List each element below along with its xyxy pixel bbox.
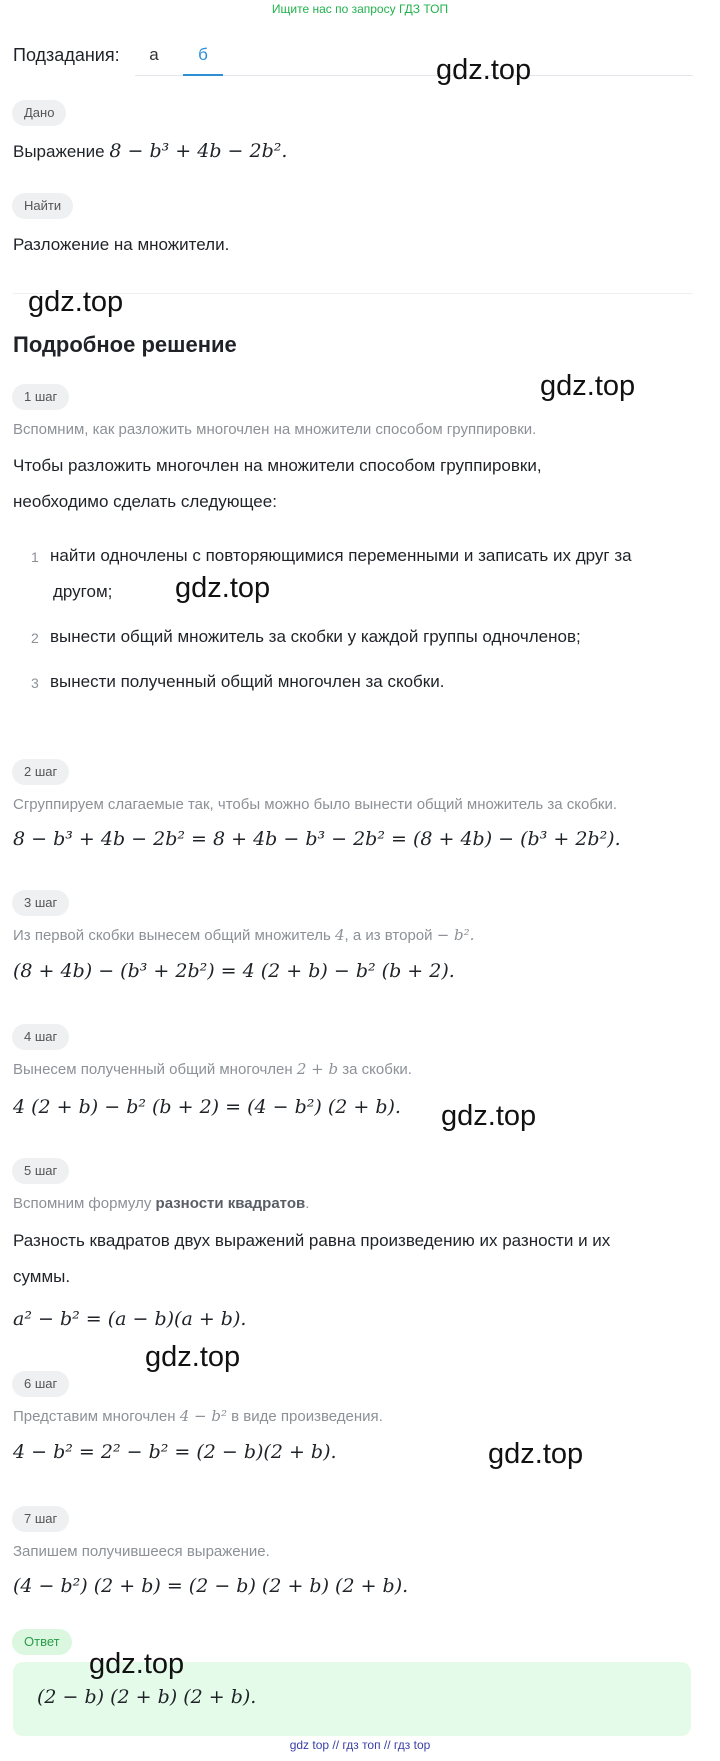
given-label: Выражение	[13, 142, 105, 161]
step-1-chip: 1 шаг	[12, 384, 69, 410]
step-5-chip: 5 шаг	[12, 1158, 69, 1184]
step-5-line2: суммы.	[13, 1267, 71, 1286]
given-chip: Дано	[12, 100, 66, 126]
step-3-note	[13, 926, 474, 944]
list-item-1-line2: другом;	[53, 582, 113, 601]
step-3-math: (8 + 4b) − (b³ + 2b²) = 4 (2 + b) − b² (b + 2).	[13, 960, 455, 982]
step-6-math: 4 − b² = 2² − b² = (2 − b)(2 + b).	[13, 1441, 337, 1463]
step-1-line1: Чтобы разложить многочлен на множители способом группировки,	[13, 456, 542, 475]
find-text: Разложение на множители.	[13, 235, 230, 254]
list-item-3-number: 3	[31, 675, 39, 691]
solution-title: Подробное решение	[13, 332, 237, 357]
tab-b[interactable]	[183, 45, 223, 65]
watermark: gdz.top	[28, 286, 124, 318]
tab-b-label: б	[198, 45, 208, 64]
given-expression: 8 − b³ + 4b − 2b².	[109, 140, 288, 162]
step-3-note-b: , а из второй	[344, 927, 433, 944]
search-banner: Ищите нас по запросу ГДЗ ТОП	[271, 2, 449, 16]
list-item-2-number: 2	[31, 630, 39, 646]
tab-a[interactable]: а	[149, 45, 159, 64]
step-3-note-a: Из первой скобки вынесем общий множитель	[13, 927, 331, 944]
step-1-note: Вспомним, как разложить многочлен на множители способом группировки.	[13, 421, 537, 438]
watermark: gdz.top	[488, 1438, 584, 1470]
step-4-note-math: 2 + b	[296, 1060, 339, 1078]
step-4-chip: 4 шаг	[12, 1024, 69, 1050]
subtasks-bar	[13, 40, 693, 76]
watermark: gdz.top	[89, 1648, 185, 1680]
step-6-note-b: в виде произведения.	[231, 1408, 383, 1425]
watermark: gdz.top	[441, 1100, 537, 1132]
step-2-chip: 2 шаг	[12, 759, 69, 785]
step-2-note: Сгруппируем слагаемые так, чтобы можно было вынести общий множитель за скобки.	[13, 796, 618, 813]
step-7-chip: 7 шаг	[12, 1506, 69, 1532]
subtasks-label: Подзадания:	[13, 45, 120, 65]
step-5-note-bold: разности квадратов	[155, 1195, 306, 1212]
watermark: gdz.top	[436, 54, 532, 86]
step-7-note: Запишем получившееся выражение.	[13, 1543, 270, 1560]
step-4-math: 4 (2 + b) − b² (b + 2) = (4 − b²) (2 + b).	[13, 1096, 401, 1118]
answer-chip: Ответ	[12, 1629, 72, 1655]
step-5-note-b: .	[305, 1195, 310, 1212]
step-4-note-a: Вынесем полученный общий многочлен	[13, 1061, 293, 1078]
step-5-note-a: Вспомним формулу	[13, 1195, 152, 1212]
step-5-note	[13, 1195, 309, 1212]
step-6-note-a: Представим многочлен	[13, 1408, 176, 1425]
watermark: gdz.top	[540, 370, 636, 402]
find-chip: Найти	[12, 193, 73, 219]
step-6-note-math: 4 − b²	[179, 1407, 227, 1425]
step-4-note	[13, 1060, 412, 1078]
step-3-chip: 3 шаг	[12, 890, 69, 916]
step-3-note-math-1: 4	[334, 926, 345, 944]
list-item-3-line1: вынести полученный общий многочлен за скобки.	[50, 672, 445, 691]
list-item-2-line1: вынести общий множитель за скобки у каждой группы одночленов;	[50, 627, 581, 646]
watermark: gdz.top	[145, 1341, 241, 1373]
step-4-note-b: за скобки.	[342, 1061, 412, 1078]
step-2-math: 8 − b³ + 4b − 2b² = 8 + 4b − b³ − 2b² = (8 + 4b) − (b³ + 2b²).	[13, 828, 621, 850]
step-6-note	[13, 1407, 383, 1425]
step-3-note-math-2: − b².	[436, 926, 475, 944]
step-5-line1: Разность квадратов двух выражений равна произведению их разности и их	[13, 1231, 611, 1250]
list-item-1-line1: найти одночлены с повторяющимися переменными и записать их друг за	[50, 546, 632, 565]
footer-links[interactable]: gdz top // гдз топ // гдз top	[289, 1738, 431, 1752]
list-item-1-number: 1	[31, 549, 39, 565]
watermark: gdz.top	[175, 572, 271, 604]
step-6-chip: 6 шаг	[12, 1371, 69, 1397]
step-5-math: a² − b² = (a − b)(a + b).	[13, 1308, 247, 1330]
given-text	[13, 140, 287, 162]
step-7-math: (4 − b²) (2 + b) = (2 − b) (2 + b) (2 + b).	[13, 1575, 409, 1597]
answer-math: (2 − b) (2 + b) (2 + b).	[37, 1686, 257, 1708]
step-1-line2: необходимо сделать следующее:	[13, 492, 277, 511]
active-tab-underline	[183, 74, 223, 76]
